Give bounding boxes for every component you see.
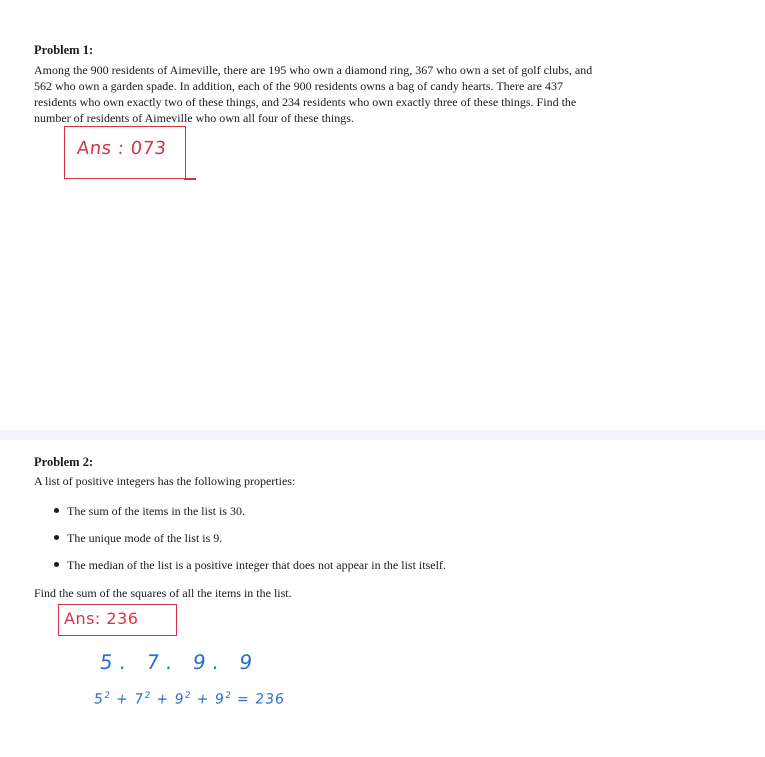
page-2: [0, 440, 765, 757]
problem-1-title: Problem 1:: [34, 43, 94, 57]
work-term: 9: [214, 691, 226, 708]
work-sum-of-squares-handwritten: $5^2 + 7^2 + 9^2 + 9^2 = 236$: [93, 691, 286, 708]
list-item: The sum of the items in the list is 30.: [54, 503, 446, 530]
work-result: 236: [254, 691, 286, 708]
list-item: The unique mode of the list is 9.: [54, 530, 446, 557]
problem-2-intro: A list of positive integers has the following properties:: [34, 474, 296, 488]
work-term: 9: [173, 691, 186, 708]
problem-2-question: Find the sum of the squares of all the items in the list.: [34, 586, 292, 600]
answer-2-handwritten: Ans: 236: [64, 609, 139, 628]
work-list-handwritten: 5. 7. 9. 9: [98, 650, 261, 674]
answer-1-box-tail: [184, 178, 196, 180]
problem-2-title: Problem 2:: [34, 455, 94, 469]
answer-1-handwritten: Ans : 073: [75, 138, 168, 159]
page-separator: [0, 430, 765, 440]
list-item: The median of the list is a positive integer that does not appear in the list itself.: [54, 557, 446, 584]
problem-1-text: Among the 900 residents of Aimeville, there are 195 who own a diamond ring, 367 who own a set of golf clubs, and 562 who own a garden spade. In addition, each of the 900 residents owns a bag of candy hearts. There are 437 residents who own exactly two of these things, and 234 residents who own exactly three of these things. Find the number of residents of Aimeville who own all four of these things.: [34, 63, 593, 125]
work-term: 5: [93, 691, 105, 708]
work-term: 7: [133, 691, 146, 708]
problem-2-properties-list: [54, 503, 446, 584]
